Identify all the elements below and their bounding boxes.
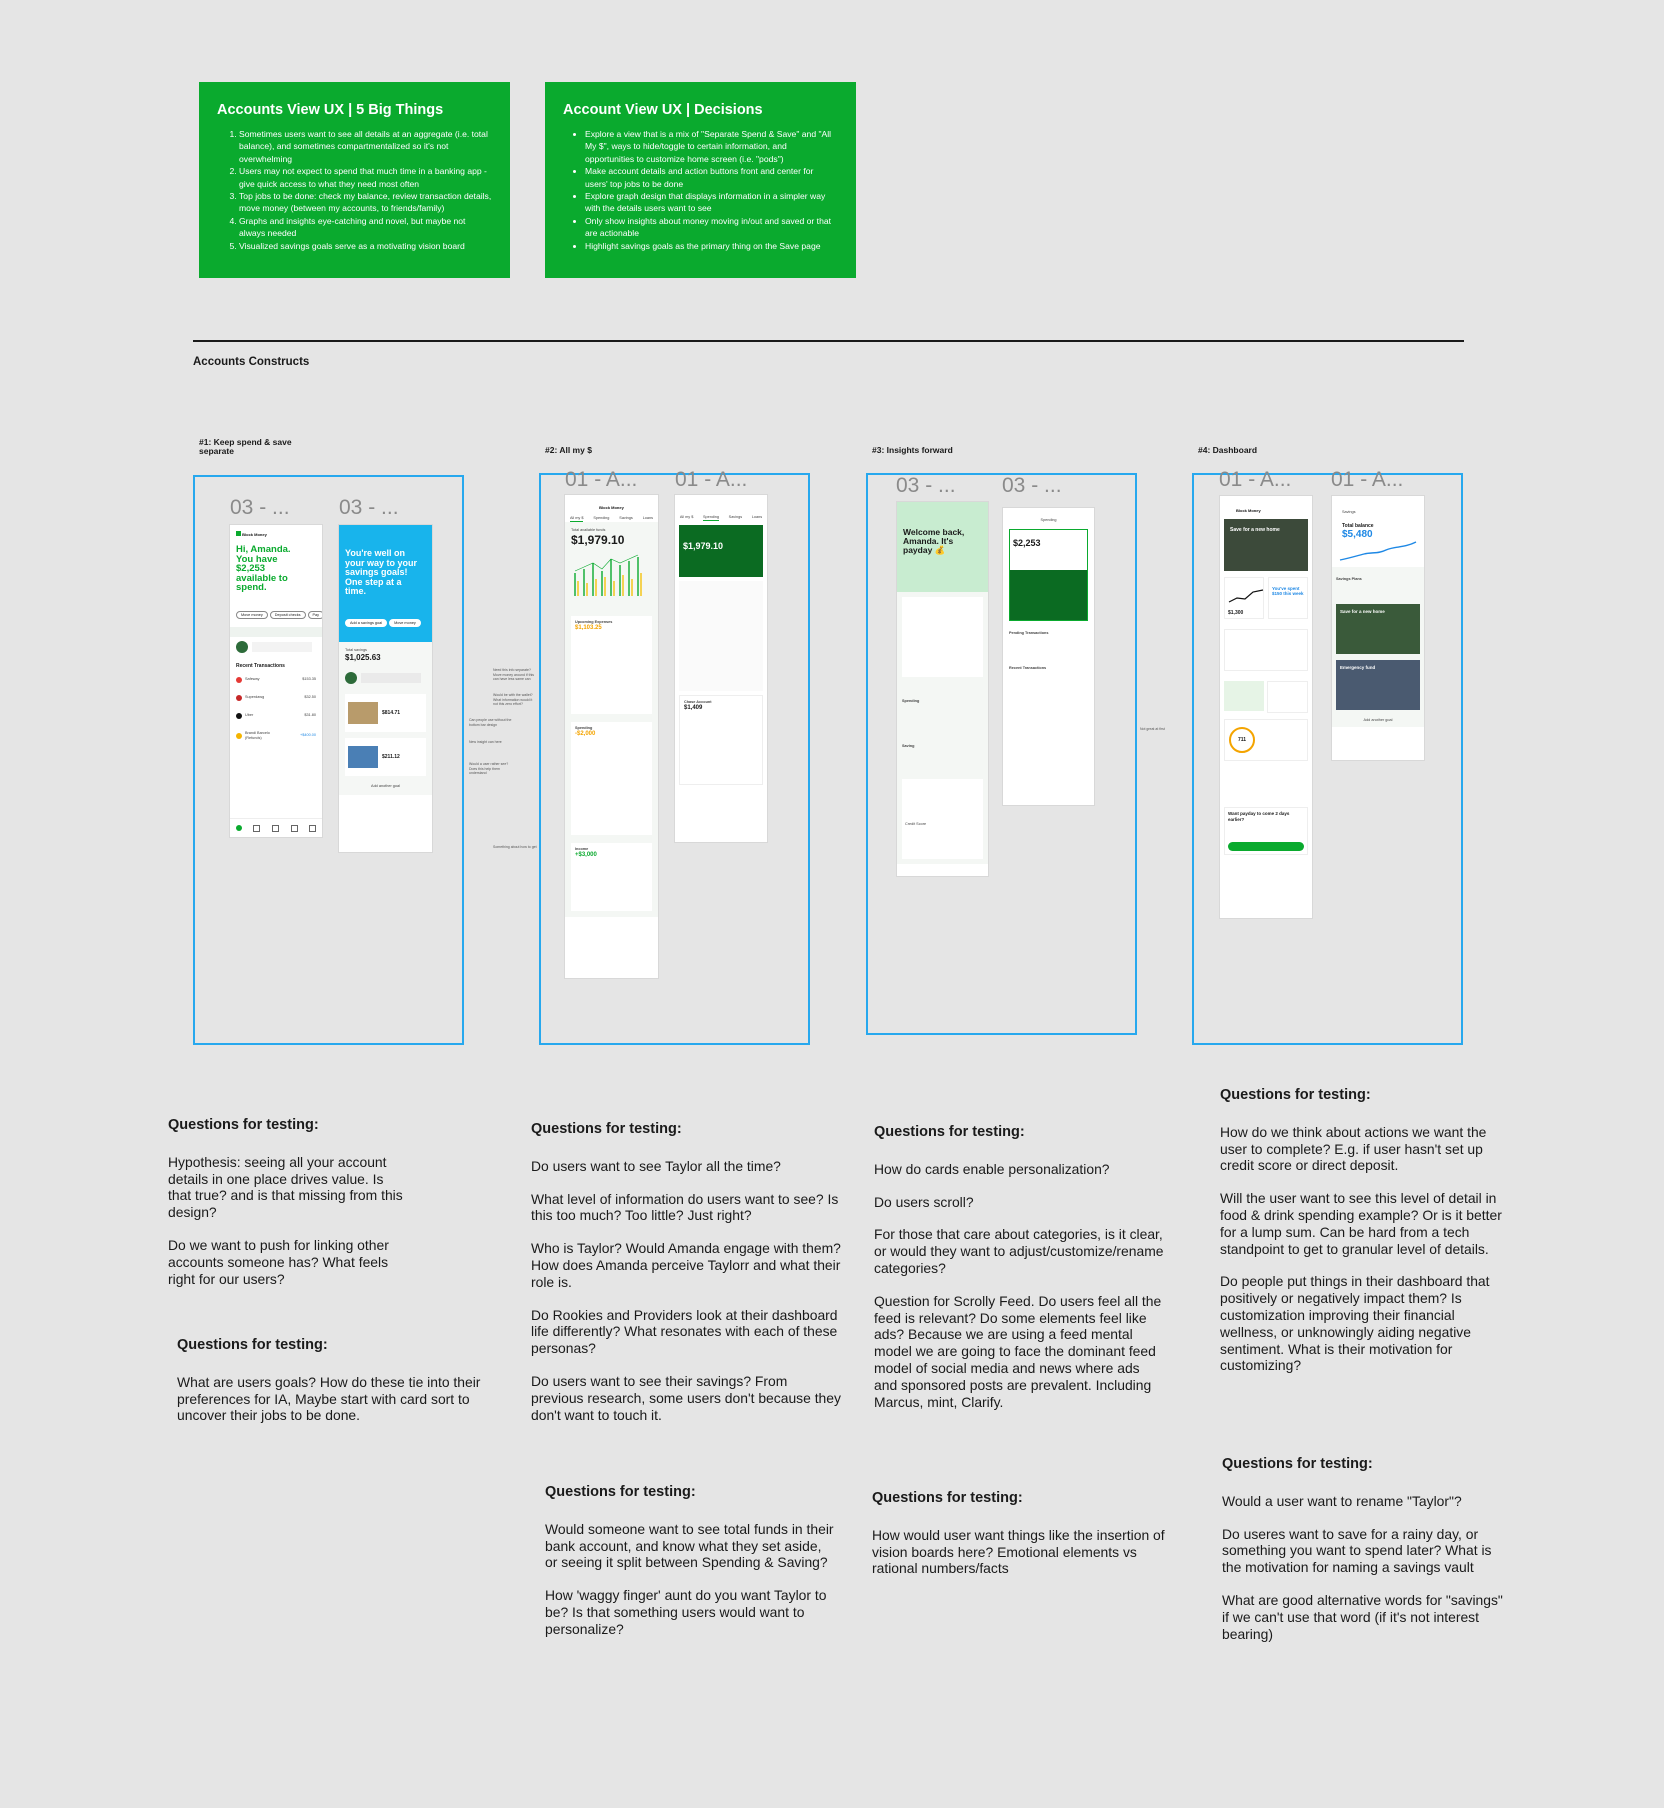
list-item: • Make account details and action buttons front and center for users' top jobs to be done bbox=[585, 165, 838, 190]
list-item: • Explore a view that is a mix of "Separate Spend & Save" and "All My $", ways to hide/toggle to certain information, and opportunities to customize home screen (i.e. "pods") bbox=[585, 128, 838, 165]
total-funds-value: $1,979.10 bbox=[571, 533, 625, 547]
tab-spending[interactable]: Spending bbox=[702, 515, 720, 519]
list-item: • Only show insights about money moving in/out and saved or that are actionable bbox=[585, 215, 838, 240]
savings-headline: You're well on your way to your savings goals! One step at a time. bbox=[345, 548, 418, 596]
spending-total: $1,979.10 bbox=[683, 541, 724, 551]
frame-title: 01 - A... bbox=[1331, 468, 1404, 491]
tab-savings[interactable]: Savings bbox=[728, 515, 743, 519]
chase-account-card[interactable]: Chase Account $1,409 bbox=[679, 695, 763, 785]
credit-score-label: Credit Score bbox=[905, 822, 927, 826]
frame-title: 03 - ... bbox=[230, 496, 290, 519]
sticky-list bbox=[563, 128, 838, 252]
saving-label: Saving bbox=[902, 744, 915, 748]
screen-all-my-money[interactable] bbox=[565, 495, 658, 978]
payday-card[interactable]: Want payday to come 2 days earlier? bbox=[1224, 807, 1308, 855]
screen-savings[interactable] bbox=[1332, 496, 1424, 760]
list-item: 1. Sometimes users want to see all details at an aggregate (i.e. total balance), and sometimes compartmentalized so it's not overwhelming bbox=[239, 128, 492, 165]
spending-chart-card[interactable]: $1,300 bbox=[1224, 577, 1264, 619]
questions-block-8: Questions for testing: Would a user want to rename "Taylor"? Do useres want to save for a rainy day, or something you want to spend later? What is the motivation for naming a savings vault What are good alternative words for "savings" if we can't use that word (if it's not interest bearing) bbox=[1222, 1456, 1503, 1642]
frame-title: 01 - A... bbox=[1219, 468, 1292, 491]
screen-spending-detail[interactable] bbox=[675, 495, 767, 842]
list-item: • Explore graph design that displays information in a simpler way with the details users want to see bbox=[585, 190, 838, 215]
welcome-text: Welcome back, Amanda. It's payday 💰 bbox=[903, 527, 965, 555]
construct-label-3: #3: Insights forward bbox=[872, 445, 953, 455]
tab-all-my-money[interactable]: All my $ bbox=[679, 515, 694, 519]
section-divider bbox=[193, 340, 1464, 342]
avatar bbox=[236, 641, 248, 653]
screen-spend[interactable] bbox=[230, 525, 322, 837]
brand-logo: Block Money bbox=[236, 531, 316, 537]
questions-block-6: Questions for testing: How would user want things like the insertion of vision boards here? Emotional elements vs rational numbers/facts bbox=[872, 1490, 1165, 1577]
recent-transactions-title: Recent Transactions bbox=[236, 662, 285, 669]
goal-photo-card[interactable]: Save for a new home bbox=[1224, 519, 1308, 571]
sticky-decisions[interactable] bbox=[545, 82, 856, 278]
greeting-text: Hi, Amanda. You have $2,253 available to spend. bbox=[236, 544, 291, 593]
total-balance-value: $5,480 bbox=[1342, 529, 1373, 540]
avatar bbox=[345, 672, 357, 684]
credit-score-card[interactable]: 711 bbox=[1224, 719, 1308, 761]
weekly-spend-card[interactable]: You've spent $150 this week bbox=[1268, 577, 1308, 619]
annotation-note: Can people use without the bottom bar design bbox=[469, 718, 512, 727]
screen-title: Spending bbox=[1040, 518, 1057, 522]
pending-title: Pending Transactions bbox=[1009, 631, 1049, 635]
section-title: Accounts Constructs bbox=[193, 356, 310, 368]
brand-logo: Block Money bbox=[1236, 508, 1261, 513]
screen-spending[interactable] bbox=[1003, 508, 1094, 805]
list-item: 5. Visualized savings goals serve as a motivating vision board bbox=[239, 240, 492, 252]
screen-dashboard[interactable] bbox=[1220, 496, 1312, 918]
annotation-note: Would a user rather see? Does this help them understand bbox=[469, 762, 509, 776]
bottom-nav[interactable] bbox=[230, 818, 322, 837]
construct-label-1: #1: Keep spend & save separate bbox=[199, 437, 292, 456]
brand-logo: Block Money bbox=[599, 505, 624, 510]
spending-summary-card[interactable] bbox=[679, 525, 763, 577]
tab-loans[interactable]: Loans bbox=[751, 515, 763, 519]
annotation-note: Not great at first bbox=[1140, 727, 1165, 731]
table-row[interactable]: Safeway $153.35 bbox=[236, 677, 316, 683]
savings-line-chart bbox=[1338, 540, 1418, 562]
frame-title: 01 - A... bbox=[675, 468, 748, 491]
tab-all-my-money[interactable]: All my $ bbox=[569, 516, 584, 520]
table-row[interactable]: Uber $31.80 bbox=[236, 713, 316, 719]
savings-plans-title: Savings Plans bbox=[1336, 577, 1362, 581]
add-goal-link[interactable]: Add another goal bbox=[371, 784, 400, 788]
screen-insights-feed[interactable] bbox=[897, 502, 988, 876]
card-spending[interactable]: Spending -$2,000 bbox=[571, 722, 652, 835]
spending-label: Spending bbox=[902, 699, 920, 703]
pay-button[interactable]: Pay bbox=[308, 611, 323, 619]
frame-title: 03 - ... bbox=[1002, 474, 1062, 497]
goal-card[interactable]: $211.12 bbox=[345, 738, 426, 776]
tab-savings[interactable]: Savings bbox=[619, 516, 633, 520]
sticky-title: Account View UX | Decisions bbox=[563, 102, 763, 118]
questions-block-2: Questions for testing: What are users goals? How do these tie into their preferences for IA, Maybe start with card sort to uncover their jobs to be done. bbox=[177, 1337, 481, 1424]
annotation-note: Something about how to get bbox=[493, 845, 537, 849]
total-savings-label: Total savings bbox=[345, 648, 367, 652]
frame-title: 03 - ... bbox=[896, 474, 956, 497]
list-item: 4. Graphs and insights eye-catching and novel, but maybe not always needed bbox=[239, 215, 492, 240]
questions-block-4: Questions for testing: Would someone want to see total funds in their bank account, and know what they set aside, or seeing it split between Spending & Saving? How 'waggy finger' aunt do you want Taylor to be? Is that something users would want to personalize? bbox=[545, 1484, 834, 1637]
annotation-note: Need this info separate? Move money around if this can have less same can bbox=[493, 668, 535, 682]
total-balance-label: Total balance bbox=[1342, 523, 1374, 529]
card-upcoming-expenses[interactable]: Upcoming Expenses $1,103.25 bbox=[571, 616, 652, 714]
frame-title: 01 - A... bbox=[565, 468, 638, 491]
list-item: 3. Top jobs to be done: check my balance, review transaction details, move money (between my accounts, to friends/family) bbox=[239, 190, 492, 215]
add-savings-goal-button[interactable]: Add a savings goal bbox=[345, 619, 387, 627]
goal-card[interactable]: Emergency fund bbox=[1336, 660, 1420, 710]
table-row[interactable]: Superdawg $32.50 bbox=[236, 695, 316, 701]
move-money-button[interactable]: Move money bbox=[236, 611, 268, 619]
goal-card[interactable]: $814.71 bbox=[345, 694, 426, 732]
total-funds-label: Total available funds bbox=[571, 528, 606, 532]
add-goal-link[interactable]: Add another goal bbox=[1363, 718, 1393, 722]
tab-spending[interactable]: Spending bbox=[593, 516, 610, 520]
annotation-note: New insight can here bbox=[469, 740, 502, 744]
recent-title: Recent Transactions bbox=[1009, 666, 1047, 670]
deposit-checks-button[interactable]: Deposit checks bbox=[270, 611, 306, 619]
funds-bar-chart bbox=[571, 551, 651, 601]
total-savings-value: $1,025.63 bbox=[345, 653, 381, 662]
sticky-list bbox=[217, 128, 492, 252]
list-item: • Highlight savings goals as the primary thing on the Save page bbox=[585, 240, 838, 252]
questions-block-1: Questions for testing: Hypothesis: seeing all your account details in one place drives value. Is that true? and is that missing from this design? Do we want to push for linking other accounts someone has? What feels right for our users? bbox=[168, 1117, 403, 1287]
sticky-title: Accounts View UX | 5 Big Things bbox=[217, 102, 444, 118]
annotation-note: Would be with the wallet? What information would it not this zero effort? bbox=[493, 693, 533, 707]
questions-block-7: Questions for testing: How do we think about actions we want the user to complete? E.g. if user hasn't set up credit score or direct deposit. Will the user want to see this level of detail in food & drink spending example? Or is it better for a lump sum. Can be hard from a tech standpoint to get to granular level of details. Do people put things in their dashboard that positively or negatively impact them? Is customization improving their financial wellness, or unknowingly aiding negative sentiment. What is their motivation for customizing? bbox=[1220, 1087, 1502, 1374]
tab-loans[interactable]: Loans bbox=[642, 516, 654, 520]
goal-card[interactable]: Save for a new home bbox=[1336, 604, 1420, 654]
table-row[interactable]: Brandi Barcelo (Refunds) +$400.00 bbox=[236, 731, 316, 741]
frame-title: 03 - ... bbox=[339, 496, 399, 519]
list-item: 2. Users may not expect to spend that much time in a banking app - give quick access to what they need most often bbox=[239, 165, 492, 190]
construct-label-2: #2: All my $ bbox=[545, 445, 592, 455]
questions-block-5: Questions for testing: How do cards enable personalization? Do users scroll? For those that care about categories, is it clear, or would they want to adjust/customize/rename categories? Question for Scrolly Feed. Do users feel all the feed is relevant? Do some elements feel like ads? Because we are using a feed mental model we are going to face the dominant feed model of social media and news where ads and sponsored posts are prevalent. Including Marcus, mint, Clarify. bbox=[874, 1124, 1164, 1410]
screen-save[interactable] bbox=[339, 525, 432, 852]
card-income[interactable]: Income +$3,000 bbox=[571, 843, 652, 911]
sticky-5-big-things[interactable] bbox=[199, 82, 510, 278]
screen-title: Savings bbox=[1342, 510, 1356, 514]
construct-label-4: #4: Dashboard bbox=[1198, 445, 1258, 455]
move-money-button[interactable]: Move money bbox=[389, 619, 421, 627]
spending-card[interactable]: $2,253 bbox=[1009, 529, 1088, 621]
questions-block-3: Questions for testing: Do users want to see Taylor all the time? What level of information do users want to see? Is this too much? Too little? Just right? Who is Taylor? Would Amanda engage with them? How does Amanda perceive Taylorr and what their role is. Do Rookies and Providers look at their dashboard life differently? What resonates with each of these personas? Do users want to see their savings? From previous research, some users don't because they don't want to touch it. bbox=[531, 1121, 841, 1423]
